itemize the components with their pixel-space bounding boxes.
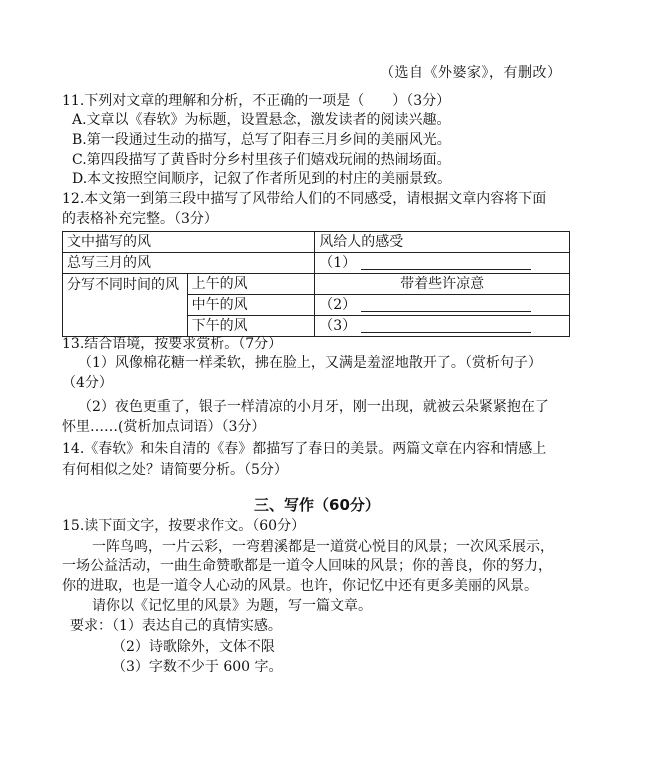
header-wind: 文中描写的风	[63, 232, 315, 253]
question-11-option-d: D.本文按照空间顺序，记叙了作者所见到的村庄的美丽景致。	[72, 171, 452, 187]
requirements-prefix: 要求：	[70, 618, 112, 634]
row-march-wind: 总写三月的风	[63, 253, 315, 274]
blank-label-1: （1）	[319, 255, 357, 271]
time-afternoon: 下午的风	[187, 316, 315, 337]
question-11-stem: 11.下列对文章的理解和分析，不正确的一项是（ ）（3分）	[62, 93, 451, 109]
question-13-stem: 13.结合语境，按要求赏析。（7分）	[62, 336, 283, 352]
question-13-item-1-line-2: （4分）	[62, 375, 113, 391]
header-feeling: 风给人的感受	[315, 232, 570, 253]
question-13-item-1-line-1: （1）风像棉花糖一样柔软，拂在脸上，又满是羞涩地散开了。（赏析句子）	[78, 355, 542, 371]
requirement-2: （2）诗歌除外，文体不限	[112, 639, 275, 655]
prompt-line-1: 一阵鸟鸣，一片云彩，一弯碧溪都是一道赏心悦目的风景；一次风采展示，	[92, 539, 554, 555]
prompt-task: 请你以《记忆里的风景》为题，写一篇文章。	[92, 598, 372, 614]
question-13-item-2-line-2: 怀里……(赏析加点词语）（3分）	[62, 419, 266, 435]
table-row	[63, 274, 570, 295]
feeling-morning: 带着些许凉意	[315, 274, 570, 295]
question-12-line-2: 的表格补充完整。（3分）	[62, 211, 218, 227]
answer-blank-1[interactable]	[361, 257, 531, 270]
prompt-line-2: 一场公益活动，一曲生命赞歌都是一道令人回味的风景；你的善良，你的努力，	[62, 558, 552, 574]
question-12-line-1: 12.本文第一到第三段中描写了风带给人们的不同感受，请根据文章内容将下面	[62, 191, 547, 207]
answer-blank-2[interactable]	[361, 299, 531, 312]
blank-label-2: （2）	[319, 297, 357, 313]
question-14-line-1: 14.《春软》和朱自清的《春》都描写了春日的美景。两篇文章在内容和情感上	[62, 441, 547, 457]
requirements-label	[70, 617, 282, 635]
requirement-1: （1）表达自己的真情实感。	[112, 618, 282, 634]
question-11-option-b: B.第一段通过生动的描写，总写了阳春三月乡间的美丽风光。	[72, 132, 451, 148]
feeling-noon	[315, 295, 570, 316]
table-header-row	[63, 232, 570, 253]
question-13-item-2-line-1: （2）夜色更重了，银子一样清凉的小月牙，刚一出现，就被云朵紧紧抱在了	[78, 399, 549, 415]
table-row	[63, 253, 570, 274]
feeling-afternoon	[315, 316, 570, 337]
blank-label-3: （3）	[319, 318, 357, 334]
question-11-option-c: C.第四段描写了黄昏时分乡村里孩子们嬉戏玩闹的热闹场面。	[72, 152, 451, 168]
group-label: 分写不同时间的风	[63, 274, 188, 337]
question-11-option-a: A.文章以《春软》为标题，设置悬念，激发读者的阅读兴趣。	[72, 112, 451, 128]
prompt-line-3: 你的进取，也是一道令人心动的风景。也许，你记忆中还有更多美丽的风景。	[62, 578, 538, 594]
question-15-stem: 15.读下面文字，按要求作文。（60分）	[62, 518, 306, 534]
question-14-line-2: 有何相似之处？请简要分析。（5分）	[62, 462, 288, 478]
wind-feelings-table	[62, 231, 570, 337]
time-noon: 中午的风	[187, 295, 315, 316]
writing-section-title: 三、写作（60分）	[254, 496, 380, 514]
requirement-3: （3）字数不少于 600 字。	[112, 659, 283, 675]
time-morning: 上午的风	[187, 274, 315, 295]
answer-blank-3[interactable]	[361, 320, 531, 333]
source-citation: （选自《外婆家》，有删改）	[380, 65, 562, 81]
row-march-feeling	[315, 253, 570, 274]
